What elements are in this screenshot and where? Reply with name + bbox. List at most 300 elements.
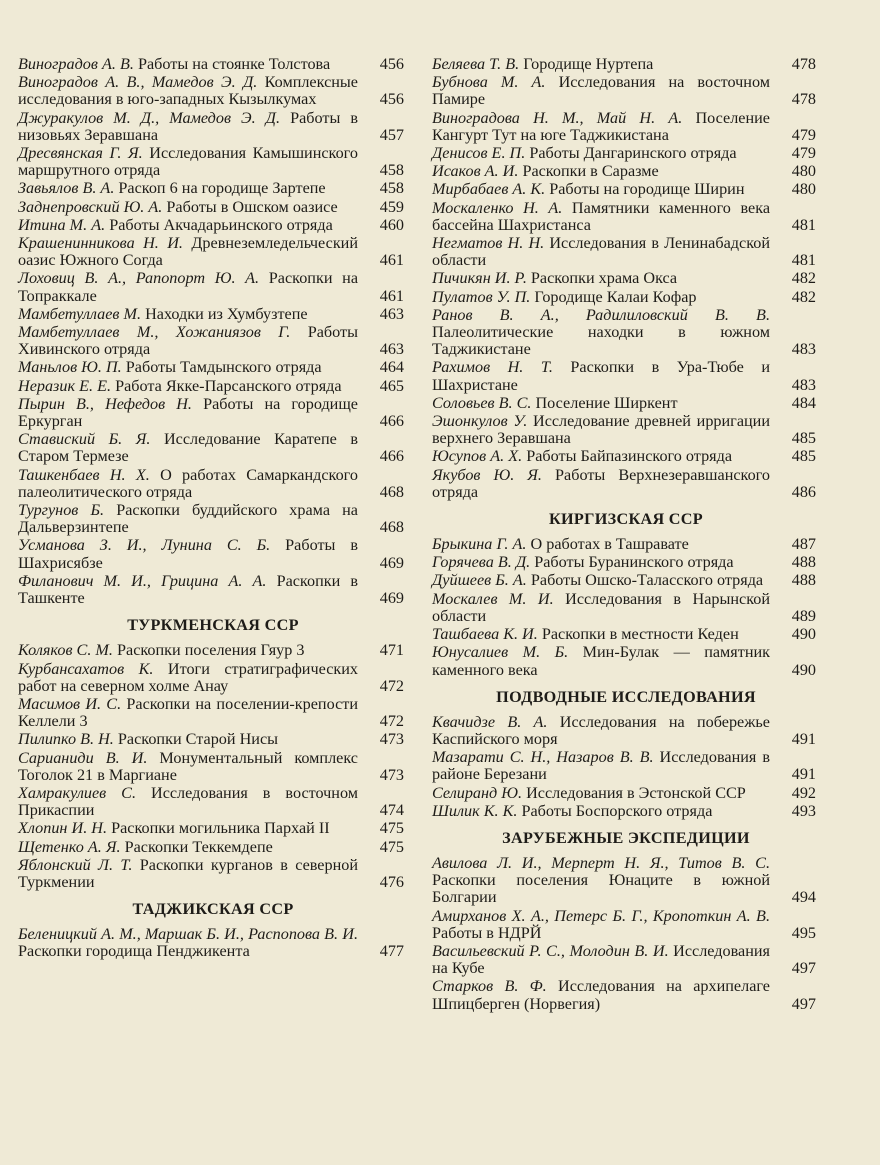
- index-entry: [432, 785, 820, 802]
- entry-text: [18, 857, 358, 891]
- left-column: [18, 56, 408, 962]
- entry-title: Поселение Кангурт Тут на юге Таджикистана: [432, 108, 770, 144]
- entry-title: Раскопки на поселении-крепости Келлели 3: [18, 694, 359, 731]
- entry-page-number: 485: [791, 429, 816, 448]
- section-heading: ТАДЖИКСКАЯ ССР: [132, 900, 294, 919]
- entry-title: Городище Нуртепа: [523, 55, 654, 73]
- entry-authors: Виноградов А. В.: [18, 55, 134, 73]
- entry-page-number: 493: [791, 801, 816, 820]
- entry-title: Работы Акчадарьинского отряда: [109, 215, 333, 234]
- index-entry: [432, 200, 820, 234]
- entry-page-number: 466: [379, 412, 404, 431]
- index-entry: [18, 396, 408, 430]
- entry-authors: Дуйшеев Б. А.: [432, 571, 527, 590]
- entry-text: [432, 785, 770, 802]
- entry-authors: Курбансахатов К.: [18, 659, 154, 678]
- entry-authors: Крашенинникова Н. И.: [18, 234, 183, 253]
- entry-title: Палеолитические находки в южном Таджикистане: [432, 323, 770, 359]
- entry-page-number: 471: [379, 641, 404, 660]
- index-entry: [18, 820, 408, 837]
- entry-title: Исследование древней ирригации верхнего Зеравшана: [432, 412, 770, 448]
- index-entry: [18, 839, 408, 856]
- index-entry: [18, 785, 408, 819]
- entry-title: Раскопки в Ура-Тюбе и Шахристане: [432, 358, 770, 394]
- entry-authors: Авилова Л. И., Мерперт Н. Я., Титов В. С.: [432, 853, 770, 872]
- entry-text: [18, 839, 358, 856]
- entry-page-number: 473: [379, 730, 404, 749]
- entry-page-number: 479: [791, 125, 816, 144]
- entry-text: [432, 536, 770, 553]
- entry-authors: Пичикян И. Р.: [432, 269, 527, 288]
- entry-text: [432, 644, 770, 678]
- entry-title: Исследования в Эстонской ССР: [526, 783, 746, 802]
- entry-authors: Хлопин И. Н.: [18, 819, 108, 838]
- entry-authors: Рахимов Н. Т.: [432, 358, 553, 377]
- entry-authors: Щетенко А. Я.: [18, 837, 121, 856]
- entry-title: Исследования на архипелаге Шпицберген (Норвегия): [432, 977, 770, 1013]
- entry-page-number: 464: [379, 358, 404, 377]
- entry-authors: Мирбабаев А. К.: [432, 180, 546, 199]
- entry-title: Работы в низовьях Зеравшана: [18, 108, 359, 144]
- entry-authors: Москалев М. И.: [432, 589, 554, 608]
- entry-text: [432, 749, 770, 783]
- entry-page-number: 480: [791, 180, 816, 199]
- entry-text: [18, 750, 358, 784]
- entry-title: Раскоп 6 на городище Зартепе: [118, 179, 326, 198]
- entry-title: Исследование Каратепе в Старом Термезе: [18, 430, 359, 466]
- index-entry: [432, 74, 820, 108]
- entry-title: Работы в НДРЙ: [432, 923, 542, 942]
- entry-authors: Коляков С. М.: [18, 641, 113, 660]
- entry-text: [18, 235, 358, 269]
- index-entry: [18, 467, 408, 501]
- index-entry: [18, 74, 408, 108]
- entry-authors: Квачидзе В. А.: [432, 712, 548, 731]
- section-heading: ПОДВОДНЫЕ ИССЛЕДОВАНИЯ: [496, 687, 756, 706]
- index-entry: [18, 306, 408, 323]
- index-entry: [18, 926, 408, 960]
- entry-page-number: 491: [791, 729, 816, 748]
- entry-text: [18, 696, 358, 730]
- entry-authors: Дресвянская Г. Я.: [18, 144, 143, 163]
- entry-authors: Исаков А. И.: [432, 162, 519, 181]
- index-entry: [18, 180, 408, 197]
- entry-page-number: 474: [379, 801, 404, 820]
- entry-title: Работы на стоянке Толстова: [137, 55, 331, 73]
- entry-page-number: 460: [379, 215, 404, 234]
- entry-page-number: 483: [791, 375, 816, 394]
- entry-authors: Пилипко В. Н.: [18, 730, 114, 749]
- entry-title: Раскопки на Топраккале: [18, 269, 358, 305]
- entry-text: [18, 785, 358, 819]
- index-entry: [18, 217, 408, 234]
- entry-text: [18, 502, 358, 536]
- entry-title: Исследования в восточном Прикаспии: [18, 783, 359, 820]
- index-entry: [432, 554, 820, 571]
- entry-text: [432, 74, 770, 108]
- entry-authors: Горячева В. Д.: [432, 553, 531, 572]
- entry-title: Монументальный комплекс Тоголок 21 в Маргиане: [18, 748, 358, 784]
- entry-text: [432, 908, 770, 942]
- index-entry: [432, 163, 820, 180]
- entry-title: Работы Буранинского отряда: [534, 553, 734, 572]
- index-entry: [432, 626, 820, 643]
- index-entry: [18, 731, 408, 748]
- entry-title: Работы Боспорского отряда: [521, 801, 713, 820]
- entry-title: Работы в Ошском оазисе: [166, 197, 338, 216]
- entry-page-number: 479: [791, 144, 816, 163]
- entry-text: [432, 572, 770, 589]
- entry-page-number: 461: [379, 286, 404, 305]
- index-entry: [18, 502, 408, 536]
- entry-title: Исследования на Кубе: [432, 941, 770, 978]
- entry-page-number: 458: [379, 161, 404, 180]
- entry-page-number: 497: [791, 994, 816, 1013]
- entry-authors: Ташбаева К. И.: [432, 625, 538, 644]
- entry-page-number: 491: [791, 765, 816, 784]
- entry-title: Раскопки в местности Кеден: [541, 625, 739, 644]
- entry-authors: Джуракулов М. Д., Мамедов Э. Д.: [18, 108, 281, 127]
- index-entry: [432, 803, 820, 820]
- entry-page-number: 469: [379, 589, 404, 608]
- entry-title: Работы Верхнезеравшанского отряда: [432, 465, 771, 501]
- entry-text: [18, 378, 358, 395]
- entry-title: Городище Калаи Кофар: [534, 287, 697, 306]
- entry-page-number: 458: [379, 179, 404, 198]
- index-entry: [432, 467, 820, 501]
- index-entry: [18, 642, 408, 659]
- entry-title: Раскопки Теккемдепе: [124, 837, 273, 856]
- entry-authors: Шилик К. К.: [432, 801, 518, 820]
- index-entry: [432, 908, 820, 942]
- entry-page-number: 463: [379, 304, 404, 323]
- entry-title: Исследования в районе Березани: [432, 748, 770, 784]
- entry-page-number: 463: [379, 340, 404, 359]
- entry-title: Работы Дангаринского отряда: [529, 144, 737, 163]
- index-entry: [432, 413, 820, 447]
- entry-page-number: 483: [791, 340, 816, 359]
- entry-authors: Сарианиди В. И.: [18, 748, 148, 767]
- entry-text: [18, 537, 358, 571]
- entry-text: [18, 731, 358, 748]
- index-entry: [18, 857, 408, 891]
- entry-authors: Итина М. А.: [18, 215, 106, 234]
- entry-authors: Беляева Т. В.: [432, 55, 520, 73]
- index-entry: [432, 56, 820, 73]
- entry-text: [18, 270, 358, 304]
- entry-authors: Ташкенбаев Н. Х.: [18, 465, 150, 484]
- entry-title: Раскопки буддийского храма на Дальверзинтепе: [18, 501, 358, 537]
- entry-text: [18, 74, 358, 108]
- index-entry: [432, 307, 820, 359]
- entry-title: О работах Самаркандского палеолитического отряда: [18, 465, 359, 501]
- index-entry: [432, 289, 820, 306]
- entry-title: Находки из Хумбузтепе: [145, 304, 308, 323]
- entry-text: [432, 181, 770, 198]
- index-entry: [432, 448, 820, 465]
- entry-authors: Заднепровский Ю. А.: [18, 197, 163, 216]
- entry-text: [18, 642, 358, 659]
- entry-title: Раскопки городища Пенджикента: [18, 942, 250, 961]
- entry-authors: Тургунов Б.: [18, 501, 105, 520]
- entry-page-number: 476: [379, 872, 404, 891]
- index-entry: [432, 943, 820, 977]
- index-entry: [18, 110, 408, 144]
- entry-authors: Виноградова Н. М., Май Н. А.: [432, 108, 683, 127]
- index-entry: [432, 572, 820, 589]
- entry-page-number: 469: [379, 553, 404, 572]
- entry-text: [432, 235, 770, 269]
- entry-page-number: 488: [791, 553, 816, 572]
- index-entry: [18, 696, 408, 730]
- entry-text: [432, 626, 770, 643]
- entry-text: [432, 591, 770, 625]
- entry-page-number: 475: [379, 837, 404, 856]
- entry-page-number: 478: [791, 90, 816, 109]
- entry-text: [18, 217, 358, 234]
- entry-page-number: 495: [791, 923, 816, 942]
- entry-authors: Брыкина Г. А.: [432, 535, 527, 554]
- entry-text: [432, 270, 770, 287]
- entry-title: Раскопки Старой Нисы: [117, 730, 279, 749]
- index-entry: [18, 270, 408, 304]
- index-entry: [432, 110, 820, 144]
- entry-authors: Мазарати С. Н., Назаров В. В.: [432, 748, 654, 767]
- entry-authors: Юсупов А. Х.: [432, 447, 523, 466]
- index-entry: [18, 661, 408, 695]
- entry-text: [432, 163, 770, 180]
- index-entry: [18, 324, 408, 358]
- index-entry: [432, 536, 820, 553]
- entry-page-number: 486: [791, 482, 816, 501]
- entry-text: [432, 943, 770, 977]
- index-entry: [18, 145, 408, 179]
- entry-page-number: 457: [379, 125, 404, 144]
- entry-authors: Мамбетуллаев М., Хожаниязов Г.: [18, 323, 291, 342]
- entry-title: Исследования на восточном Памире: [432, 73, 770, 109]
- index-entry: [432, 978, 820, 1012]
- entry-page-number: 475: [379, 819, 404, 838]
- index-entry: [432, 644, 820, 678]
- entry-authors: Хамракулиев С.: [18, 783, 137, 802]
- entry-title: Поселение Ширкент: [535, 393, 678, 412]
- entry-authors: Пулатов У. П.: [432, 287, 531, 306]
- index-entry: [18, 431, 408, 465]
- entry-authors: Неразик Е. Е.: [18, 376, 112, 395]
- entry-page-number: 492: [791, 783, 816, 802]
- entry-authors: Бубнова М. А.: [432, 73, 546, 92]
- entry-text: [18, 56, 358, 73]
- entry-authors: Лоховиц В. А., Рапопорт Ю. А.: [18, 269, 260, 288]
- entry-authors: Москаленко Н. А.: [432, 198, 563, 217]
- entry-title: Исследования на побережье Каспийского моря: [432, 712, 770, 748]
- entry-text: [18, 324, 358, 358]
- entry-authors: Усманова З. И., Лунина С. Б.: [18, 536, 271, 555]
- entry-text: [432, 448, 770, 465]
- entry-authors: Эшонкулов У.: [432, 412, 528, 431]
- entry-text: [432, 413, 770, 447]
- index-entry: [18, 235, 408, 269]
- entry-page-number: 482: [791, 269, 816, 288]
- entry-title: Работы Тамдынского отряда: [125, 358, 322, 377]
- index-entry: [432, 591, 820, 625]
- index-entry: [432, 235, 820, 269]
- entry-text: [432, 467, 770, 501]
- entry-authors: Мамбетуллаев М.: [18, 304, 142, 323]
- entry-authors: Селиранд Ю.: [432, 783, 523, 802]
- entry-text: [18, 199, 358, 216]
- entry-page-number: 482: [791, 287, 816, 306]
- entry-text: [432, 855, 770, 907]
- index-entry: [432, 749, 820, 783]
- entry-text: [432, 307, 770, 359]
- entry-text: [432, 200, 770, 234]
- index-entry: [432, 395, 820, 412]
- entry-title: Комплексные исследования в юго-западных Кызылкумах: [18, 73, 358, 109]
- entry-text: [18, 661, 358, 695]
- entry-title: Работы в Шахрисябзе: [18, 536, 359, 572]
- entry-page-number: 497: [791, 959, 816, 978]
- index-entry: [18, 199, 408, 216]
- entry-title: Раскопки в Ташкенте: [18, 571, 359, 608]
- entry-text: [432, 145, 770, 162]
- section-heading: ТУРКМЕНСКАЯ ССР: [127, 616, 299, 635]
- entry-title: Раскопки курганов в северной Туркмении: [18, 855, 359, 891]
- entry-authors: Амирханов Х. А., Петерс Б. Г., Кропоткин А. В.: [432, 906, 770, 925]
- index-entry: [432, 145, 820, 162]
- entry-authors: Пырин В., Нефедов Н.: [18, 394, 192, 413]
- entry-title: Исследования Камышинского маршрутного отряда: [18, 144, 359, 180]
- section-heading: ЗАРУБЕЖНЫЕ ЭКСПЕДИЦИИ: [502, 828, 750, 847]
- entry-authors: Виноградов А. В., Мамедов Э. Д.: [18, 73, 258, 92]
- entry-title: Работы Хивинского отряда: [18, 323, 358, 359]
- entry-authors: Ставиский Б. Я.: [18, 430, 151, 449]
- entry-text: [18, 573, 358, 607]
- entry-page-number: 473: [379, 765, 404, 784]
- entry-text: [18, 820, 358, 837]
- entry-text: [432, 978, 770, 1012]
- entry-page-number: 490: [791, 625, 816, 644]
- section-heading: КИРГИЗСКАЯ ССР: [549, 510, 703, 529]
- entry-text: [432, 56, 770, 73]
- entry-page-number: 490: [791, 660, 816, 679]
- entry-text: [432, 395, 770, 412]
- entry-title: Исследования в Нарынской области: [432, 589, 770, 625]
- entry-title: Работы Байпазинского отряда: [526, 447, 733, 466]
- entry-text: [432, 554, 770, 571]
- entry-title: Раскопки поселения Юнаците в южной Болгарии: [432, 871, 770, 907]
- entry-title: Раскопки поселения Гяур 3: [117, 641, 305, 660]
- entry-page-number: 485: [791, 447, 816, 466]
- entry-title: Раскопки могильника Пархай II: [111, 819, 330, 838]
- entry-text: [18, 110, 358, 144]
- entry-authors: Филанович М. И., Грицина А. А.: [18, 571, 267, 590]
- entry-page-number: 468: [379, 482, 404, 501]
- entry-page-number: 477: [379, 942, 404, 961]
- entry-page-number: 488: [791, 571, 816, 590]
- entry-title: Раскопки в Саразме: [522, 162, 659, 181]
- entry-page-number: 478: [791, 55, 816, 73]
- entry-page-number: 468: [379, 518, 404, 537]
- entry-title: О работах в Ташравате: [530, 535, 689, 554]
- entry-title: Работы Ошско-Таласского отряда: [530, 571, 764, 590]
- index-entry: [18, 359, 408, 376]
- entry-text: [18, 396, 358, 430]
- index-entry: [432, 714, 820, 748]
- entry-text: [18, 359, 358, 376]
- index-entry: [18, 378, 408, 395]
- entry-authors: Денисов Е. П.: [432, 144, 526, 163]
- entry-text: [432, 714, 770, 748]
- entry-title: Памятники каменного века бассейна Шахристанса: [432, 198, 770, 234]
- entry-text: [432, 110, 770, 144]
- entry-title: Работа Якке-Парсанского отряда: [115, 376, 342, 395]
- entry-page-number: 456: [379, 55, 404, 73]
- entry-page-number: 480: [791, 162, 816, 181]
- entry-text: [432, 803, 770, 820]
- entry-text: [18, 180, 358, 197]
- entry-text: [432, 359, 770, 393]
- index-entry: [432, 270, 820, 287]
- index-entry: [432, 855, 820, 907]
- index-entry: [18, 56, 408, 73]
- entry-page-number: 489: [791, 606, 816, 625]
- entry-authors: Старков В. Ф.: [432, 977, 547, 996]
- entry-page-number: 461: [379, 251, 404, 270]
- entry-authors: Якубов Ю. Я.: [432, 465, 542, 484]
- entry-authors: Яблонский Л. Т.: [18, 855, 133, 874]
- index-entry: [432, 359, 820, 393]
- entry-title: Древнеземледельческий оазис Южного Согда: [18, 234, 359, 270]
- entry-page-number: 456: [379, 90, 404, 109]
- entry-title: Работы на городище Ширин: [549, 180, 745, 199]
- entry-authors: Ранов В. А., Радилиловский В. В.: [432, 305, 770, 324]
- entry-page-number: 472: [379, 676, 404, 695]
- entry-page-number: 466: [379, 447, 404, 466]
- entry-page-number: 472: [379, 712, 404, 731]
- entry-text: [432, 289, 770, 306]
- right-column: [432, 56, 820, 1014]
- entry-text: [18, 431, 358, 465]
- entry-text: [18, 926, 358, 960]
- entry-authors: Негматов Н. Н.: [432, 234, 545, 253]
- entry-text: [18, 145, 358, 179]
- entry-authors: Маньлов Ю. П.: [18, 358, 122, 377]
- index-entry: [18, 750, 408, 784]
- entry-title: Исследования в Ленинабадской области: [432, 234, 770, 270]
- entry-page-number: 487: [791, 535, 816, 554]
- entry-authors: Масимов И. С.: [18, 694, 122, 713]
- entry-page-number: 481: [791, 251, 816, 270]
- index-entry: [18, 573, 408, 607]
- entry-title: Раскопки храма Окса: [530, 269, 678, 288]
- entry-title: Мин-Булак — памятник каменного века: [432, 643, 771, 679]
- entry-title: Работы на городище Еркурган: [18, 394, 358, 431]
- entry-page-number: 465: [379, 376, 404, 395]
- entry-page-number: 494: [791, 888, 816, 907]
- index-entry: [432, 181, 820, 198]
- entry-title: Итоги стратиграфических работ на северном холме Анау: [18, 659, 359, 695]
- entry-authors: Соловьев В. С.: [432, 393, 532, 412]
- entry-authors: Юнусалиев М. Б.: [432, 643, 569, 662]
- entry-page-number: 459: [379, 197, 404, 216]
- index-entry: [18, 537, 408, 571]
- entry-text: [18, 467, 358, 501]
- entry-authors: Беленицкий А. М., Маршак Б. И., Распопова В. И.: [18, 925, 358, 944]
- entry-authors: Васильевский Р. С., Молодин В. И.: [432, 941, 669, 960]
- entry-text: [18, 306, 358, 323]
- entry-page-number: 484: [791, 393, 816, 412]
